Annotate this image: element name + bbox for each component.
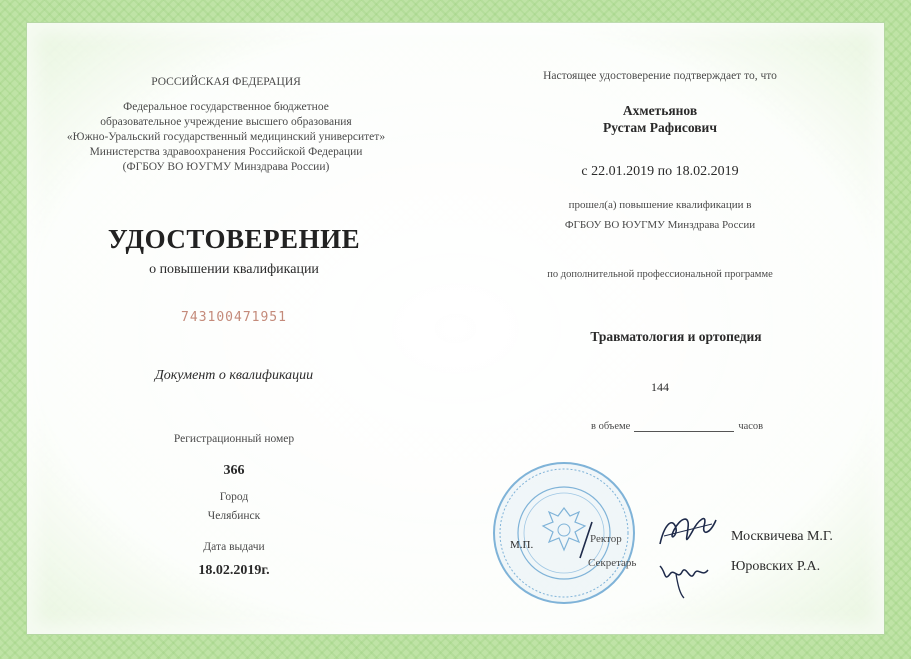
volume-underline — [634, 422, 734, 432]
organization-name: ФГБОУ ВО ЮУГМУ Минздрава России — [564, 219, 756, 231]
secretary-name: Юровских Р.А. — [731, 559, 821, 574]
holder-last-name: Ахметьянов — [622, 103, 698, 118]
header-line: Министерства здравоохранения Российской Федерации — [89, 146, 363, 158]
document-subtitle: о повышении квалификации — [149, 262, 319, 277]
document-type: Документ о квалификации — [154, 368, 314, 383]
header-line: образовательное учреждение высшего образования — [100, 116, 352, 128]
holder-first-middle-name: Рустам Рафисович — [603, 120, 717, 135]
rector-label: Ректор — [590, 533, 622, 545]
volume-prefix: в объеме — [591, 421, 631, 432]
training-period: с 22.01.2019 по 18.02.2019 — [581, 164, 739, 179]
rector-name: Москвичева М.Г. — [731, 529, 833, 544]
city-label: Город — [219, 491, 249, 503]
issue-date: 18.02.2019г. — [198, 563, 270, 578]
passed-text: прошел(а) повышение квалификации в — [568, 199, 752, 211]
program-name: Травматология и ортопедия — [590, 329, 762, 344]
registration-number: 366 — [223, 463, 245, 478]
volume-line — [591, 421, 763, 432]
rector-signature-icon — [654, 506, 724, 556]
secretary-signature-icon — [654, 552, 714, 602]
confirmation-text: Настоящее удостоверение подтверждает то, что — [543, 70, 777, 82]
secretary-label: Секретарь — [588, 557, 637, 569]
registration-label: Регистрационный номер — [173, 433, 295, 445]
issue-date-label: Дата выдачи — [203, 541, 265, 553]
program-label: по дополнительной профессиональной программе — [547, 269, 773, 280]
header-line — [46, 90, 406, 100]
stamp-label: М.П. — [510, 539, 534, 551]
issuer-header — [46, 75, 406, 175]
header-line: (ФГБОУ ВО ЮУГМУ Минздрава России) — [122, 161, 330, 173]
city-name: Челябинск — [207, 510, 261, 522]
document-title: УДОСТОВЕРЕНИЕ — [107, 224, 361, 254]
hours-value: 144 — [651, 380, 669, 394]
serial-number: 743100471951 — [181, 310, 287, 325]
header-line: Федеральное государственное бюджетное — [123, 101, 329, 113]
header-line: РОССИЙСКАЯ ФЕДЕРАЦИЯ — [151, 76, 301, 88]
volume-suffix: часов — [738, 421, 764, 432]
header-line: «Южно-Уральский государственный медицинский университет» — [66, 131, 386, 143]
